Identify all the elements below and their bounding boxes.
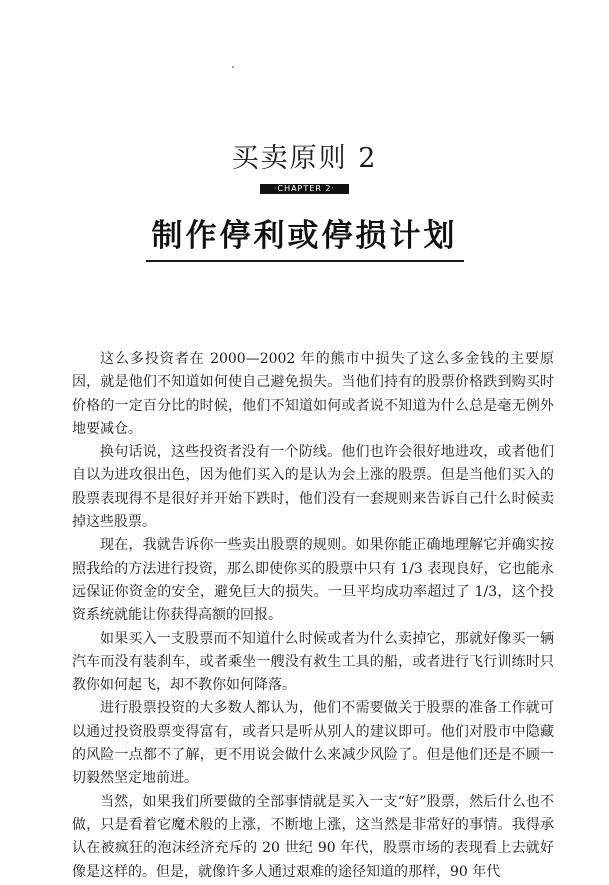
paragraph: 当然，如果我们所要做的全部事情就是买入一支“好”股票，然后什么也不做，只是看着它魔术般的上涨，不断地上涨，这当然是非常好的事情。我得承认在被疯狂的泡沫经济充斥的 20 世纪 90 年代，股票市场的表现看上去就好像是这样的。但是，就像许多人通过艰难的途径知道的那样，90 年代 <box>72 793 554 880</box>
page-heading: 制作停利或停损计划 <box>146 216 464 262</box>
body-text <box>72 348 554 884</box>
chapter-header <box>0 142 609 195</box>
scan-speck <box>232 66 234 68</box>
paragraph: 如果买入一支股票而不知道什么时候或者为什么卖掉它，那就好像买一辆汽车而没有装刹车，或者乘坐一艘没有救生工具的船，或者进行飞行训练时只教你如何起飞，却不教你如何降落。 <box>72 630 554 694</box>
paragraph: 换句话说，这些投资者没有一个防线。他们也许会很好地进攻，或者他们自以为进攻很出色，因为他们买入的是认为会上涨的股票。但是当他们买入的股票表现得不是很好并开始下跌时，他们没有一套规则来告诉自己什么时候卖掉这些股票。 <box>72 444 554 531</box>
heading-wrap <box>0 216 609 262</box>
paragraph: 这么多投资者在 2000—2002 年的熊市中损失了这么多金钱的主要原因，就是他们不知道如何使自己避免损失。当他们持有的股票价格跌到购买时价格的一定百分比的时候，他们不知道如何或者说不知道为什么总是毫无例外地要减仓。 <box>72 351 554 437</box>
chapter-title: 买卖原则 2 <box>231 143 378 174</box>
paragraph: 现在，我就告诉你一些卖出股票的规则。如果你能正确地理解它并确实按照我给的方法进行投资，那么即使你买的股票中只有 1/3 表现良好，它也能永远保证你资金的安全，避免巨大的损失。一旦平均成功率超过了 1/3，这个投资系统就能让你获得高额的回报。 <box>72 537 554 624</box>
paragraph: 进行股票投资的大多数人都认为，他们不需要做关于股票的准备工作就可以通过投资股票变得富有，或者只是听从别人的建议即可。他们对股市中隐藏的风险一点都不了解，更不用说会做什么来减少风险了。但是他们还是不顾一切毅然坚定地前进。 <box>72 700 554 787</box>
chapter-label-bar: ·CHAPTER 2· <box>260 184 349 194</box>
